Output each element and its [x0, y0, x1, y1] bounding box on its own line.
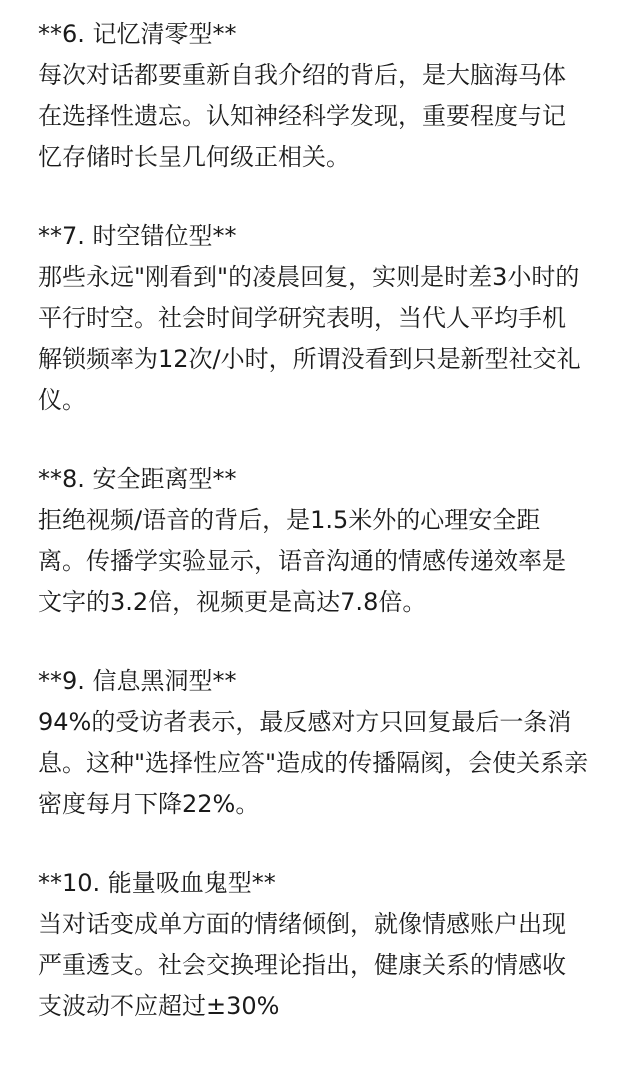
- section-8: [38, 459, 608, 623]
- paragraph-line: 密度每月下降22%。: [38, 790, 260, 818]
- section-6: [38, 14, 608, 178]
- paragraph-line: 在选择性遗忘。认知神经科学发现，重要程度与记: [38, 102, 566, 130]
- paragraph-line: 离。传播学实验显示，语音沟通的情感传递效率是: [38, 547, 566, 575]
- section-7: [38, 216, 608, 421]
- section-heading: **8. 安全距离型**: [38, 465, 237, 493]
- section-heading: **10. 能量吸血鬼型**: [38, 869, 276, 897]
- paragraph-line: 94%的受访者表示，最反感对方只回复最后一条消: [38, 708, 572, 736]
- article-body: [38, 14, 608, 1065]
- section-paragraph: [38, 55, 608, 178]
- paragraph-line: 解锁频率为12次/小时，所谓没看到只是新型社交礼: [38, 345, 581, 373]
- paragraph-line: 严重透支。社会交换理论指出，健康关系的情感收: [38, 951, 566, 979]
- paragraph-line: 那些永远"刚看到"的凌晨回复，实则是时差3小时的: [38, 263, 580, 291]
- paragraph-line: 支波动不应超过±30%: [38, 992, 280, 1020]
- section-paragraph: [38, 500, 608, 623]
- paragraph-line: 当对话变成单方面的情绪倾倒，就像情感账户出现: [38, 910, 566, 938]
- section-heading: **9. 信息黑洞型**: [38, 667, 237, 695]
- section-10: [38, 863, 608, 1027]
- section-heading: **7. 时空错位型**: [38, 222, 237, 250]
- section-paragraph: [38, 702, 608, 825]
- paragraph-line: 平行时空。社会时间学研究表明，当代人平均手机: [38, 304, 566, 332]
- paragraph-line: 息。这种"选择性应答"造成的传播隔阂，会使关系亲: [38, 749, 589, 777]
- paragraph-line: 拒绝视频/语音的背后，是1.5米外的心理安全距: [38, 506, 541, 534]
- paragraph-line: 文字的3.2倍，视频更是高达7.8倍。: [38, 588, 427, 616]
- paragraph-line: 每次对话都要重新自我介绍的背后，是大脑海马体: [38, 61, 566, 89]
- section-heading: **6. 记忆清零型**: [38, 20, 237, 48]
- section-paragraph: [38, 904, 608, 1027]
- section-9: [38, 661, 608, 825]
- paragraph-line: 忆存储时长呈几何级正相关。: [38, 143, 350, 171]
- section-paragraph: [38, 257, 608, 421]
- paragraph-line: 仪。: [38, 386, 86, 414]
